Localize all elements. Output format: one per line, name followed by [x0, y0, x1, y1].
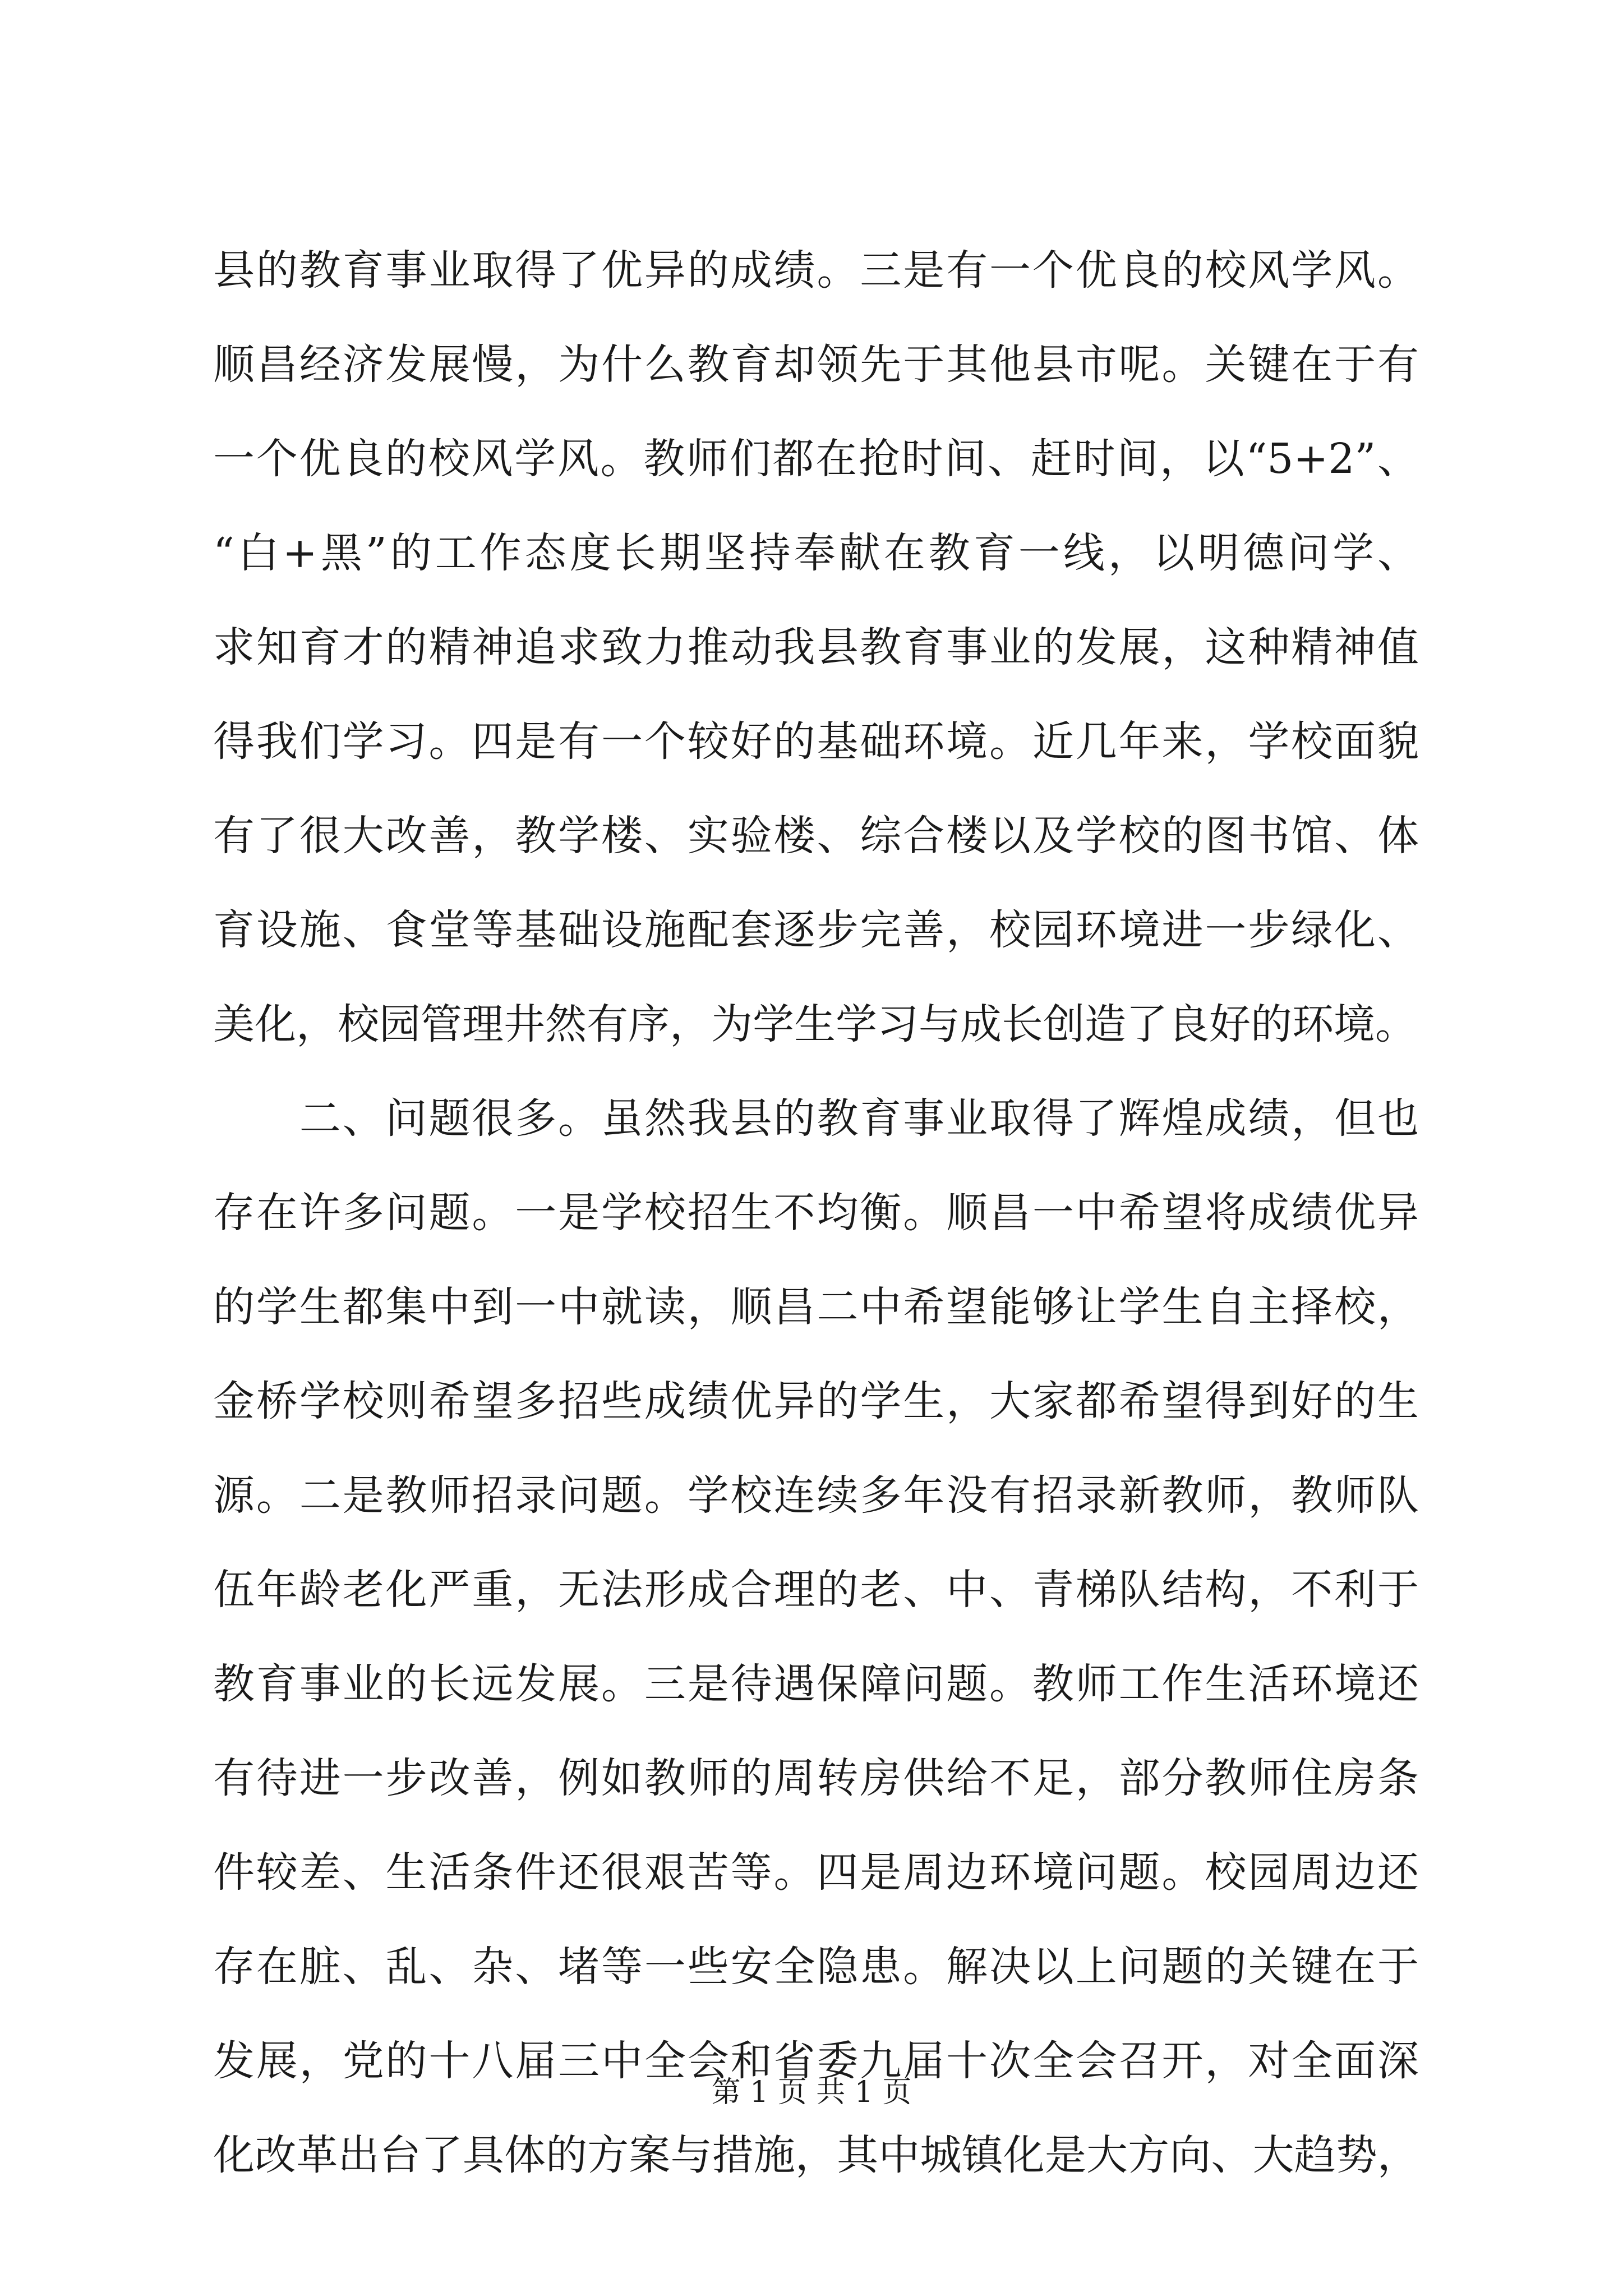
text-line: 存在脏、乱、杂、堵等一些安全隐患。解决以上问题的关键在于 [213, 1943, 1419, 1991]
text-line: 化改革出台了具体的方案与措施，其中城镇化是大方向、大趋势， [213, 2131, 1419, 2179]
text-line: 件较差、生活条件还很艰苦等。四是周边环境问题。校园周边还 [213, 1848, 1419, 1897]
text-line: 的学生都集中到一中就读，顺昌二中希望能够让学生自主择校， [213, 1283, 1419, 1331]
text-line: 金桥学校则希望多招些成绩优异的学生，大家都希望得到好的生 [213, 1377, 1419, 1425]
text-line: 伍年龄老化严重，无法形成合理的老、中、青梯队结构，不利于 [213, 1566, 1419, 1614]
text-line: 存在许多问题。一是学校招生不均衡。顺昌一中希望将成绩优异 [213, 1189, 1419, 1237]
text-line: 有待进一步改善，例如教师的周转房供给不足，部分教师住房条 [213, 1754, 1419, 1802]
text-line: 一个优良的校风学风。教师们都在抢时间、赶时间，以“5+2”、 [213, 435, 1419, 483]
text-line: 美化，校园管理井然有序，为学生学习与成长创造了良好的环境。 [213, 1000, 1417, 1048]
text-line: 得我们学习。四是有一个较好的基础环境。近几年来，学校面貌 [213, 717, 1419, 766]
text-line: 发展，党的十八届三中全会和省委九届十次全会召开，对全面深 [213, 2037, 1419, 2085]
page-number: 第 1 页 共 1 页 [711, 2076, 912, 2109]
text-line: “白+黑”的工作态度长期坚持奉献在教育一线，以明德问学、 [213, 529, 1419, 577]
text-line: 顺昌经济发展慢，为什么教育却领先于其他县市呢。关键在于有 [213, 341, 1419, 389]
text-line: 育设施、食堂等基础设施配套逐步完善，校园环境进一步绿化、 [213, 906, 1419, 954]
text-line: 县的教育事业取得了优异的成绩。三是有一个优良的校风学风。 [213, 246, 1419, 295]
text-line: 教育事业的长远发展。三是待遇保障问题。教师工作生活环境还 [213, 1660, 1419, 1708]
paragraph-start-line: 二、问题很多。虽然我县的教育事业取得了辉煌成绩，但也 [213, 1094, 1419, 1143]
page-footer [0, 2070, 1623, 2115]
document-body [213, 223, 1419, 2202]
text-line: 有了很大改善，教学楼、实验楼、综合楼以及学校的图书馆、体 [213, 812, 1419, 860]
text-line: 求知育才的精神追求致力推动我县教育事业的发展，这种精神值 [213, 623, 1419, 671]
text-line: 源。二是教师招录问题。学校连续多年没有招录新教师，教师队 [213, 1471, 1419, 1520]
